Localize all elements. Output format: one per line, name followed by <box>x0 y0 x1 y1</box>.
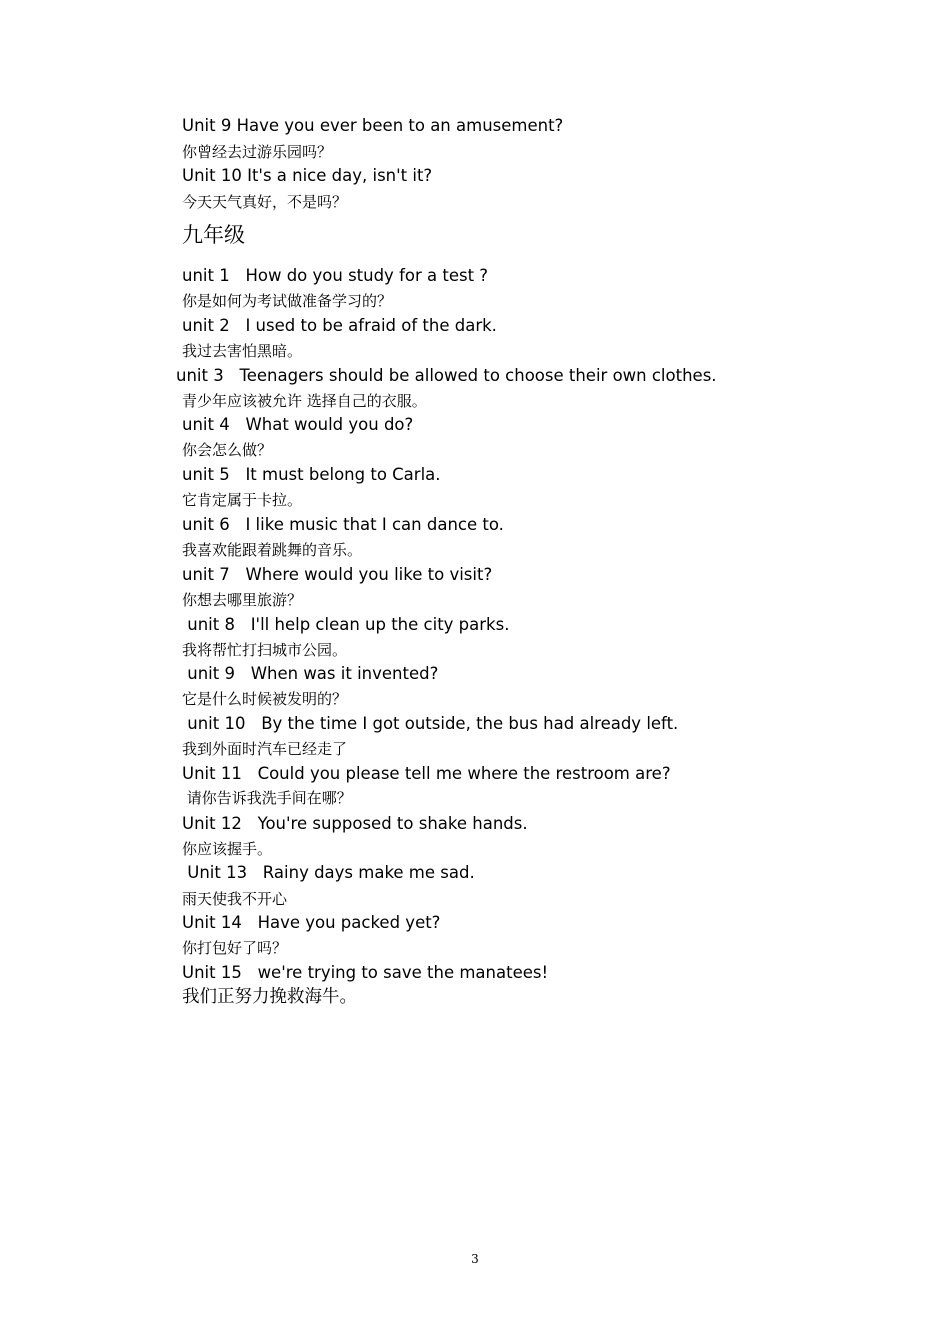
section-heading: 九年级 <box>182 223 245 247</box>
unit-chinese-line: 雨天使我不开心 <box>182 890 288 908</box>
unit-english-line: unit 8 I'll help clean up the city parks. <box>182 615 510 634</box>
unit-english-line: unit 2 I used to be afraid of the dark. <box>182 316 497 335</box>
unit-english-line: unit 4 What would you do? <box>182 415 414 434</box>
unit-chinese-line: 青少年应该被允许 选择自己的衣服。 <box>182 392 427 410</box>
unit-chinese-line: 它肯定属于卡拉。 <box>182 491 303 509</box>
unit-chinese-line: 你曾经去过游乐园吗？ <box>182 143 333 161</box>
unit-chinese-line: 请你告诉我洗手间在哪？ <box>182 789 352 807</box>
unit-english-line: Unit 13 Rainy days make me sad. <box>182 863 475 882</box>
unit-english-line: unit 1 How do you study for a test ? <box>182 266 489 285</box>
unit-english-line: unit 9 When was it invented? <box>182 664 439 683</box>
unit-chinese-line: 我们正努力挽救海牛。 <box>182 987 357 1007</box>
unit-chinese-line: 今天天气真好，不是吗？ <box>182 193 348 211</box>
unit-english-line: Unit 11 Could you please tell me where the restroom are? <box>182 764 671 783</box>
page-number: 3 <box>471 1252 479 1266</box>
unit-chinese-line: 你想去哪里旅游？ <box>182 591 303 609</box>
unit-chinese-line: 你应该握手。 <box>182 840 273 858</box>
unit-chinese-line: 我喜欢能跟着跳舞的音乐。 <box>182 541 363 559</box>
unit-chinese-line: 你打包好了吗？ <box>182 939 288 957</box>
unit-chinese-line: 我将帮忙打扫城市公园。 <box>182 641 348 659</box>
unit-english-line: Unit 10 It's a nice day, isn't it? <box>182 166 433 185</box>
unit-english-line: unit 5 It must belong to Carla. <box>182 465 441 484</box>
unit-english-line: Unit 9 Have you ever been to an amusement? <box>182 116 564 135</box>
unit-chinese-line: 我到外面时汽车已经走了 <box>182 740 348 758</box>
unit-english-line: Unit 15 we're trying to save the manatees! <box>182 963 549 982</box>
unit-chinese-line: 你是如何为考试做准备学习的？ <box>182 292 393 310</box>
unit-english-line: unit 3 Teenagers should be allowed to choose their own clothes. <box>176 366 717 385</box>
unit-chinese-line: 它是什么时候被发明的？ <box>182 690 348 708</box>
unit-english-line: unit 7 Where would you like to visit? <box>182 565 493 584</box>
unit-chinese-line: 你会怎么做？ <box>182 441 273 459</box>
unit-english-line: unit 10 By the time I got outside, the bus had already left. <box>182 714 679 733</box>
unit-english-line: unit 6 I like music that I can dance to. <box>182 515 504 534</box>
unit-english-line: Unit 14 Have you packed yet? <box>182 913 441 932</box>
unit-chinese-line: 我过去害怕黑暗。 <box>182 342 303 360</box>
unit-english-line: Unit 12 You're supposed to shake hands. <box>182 814 528 833</box>
